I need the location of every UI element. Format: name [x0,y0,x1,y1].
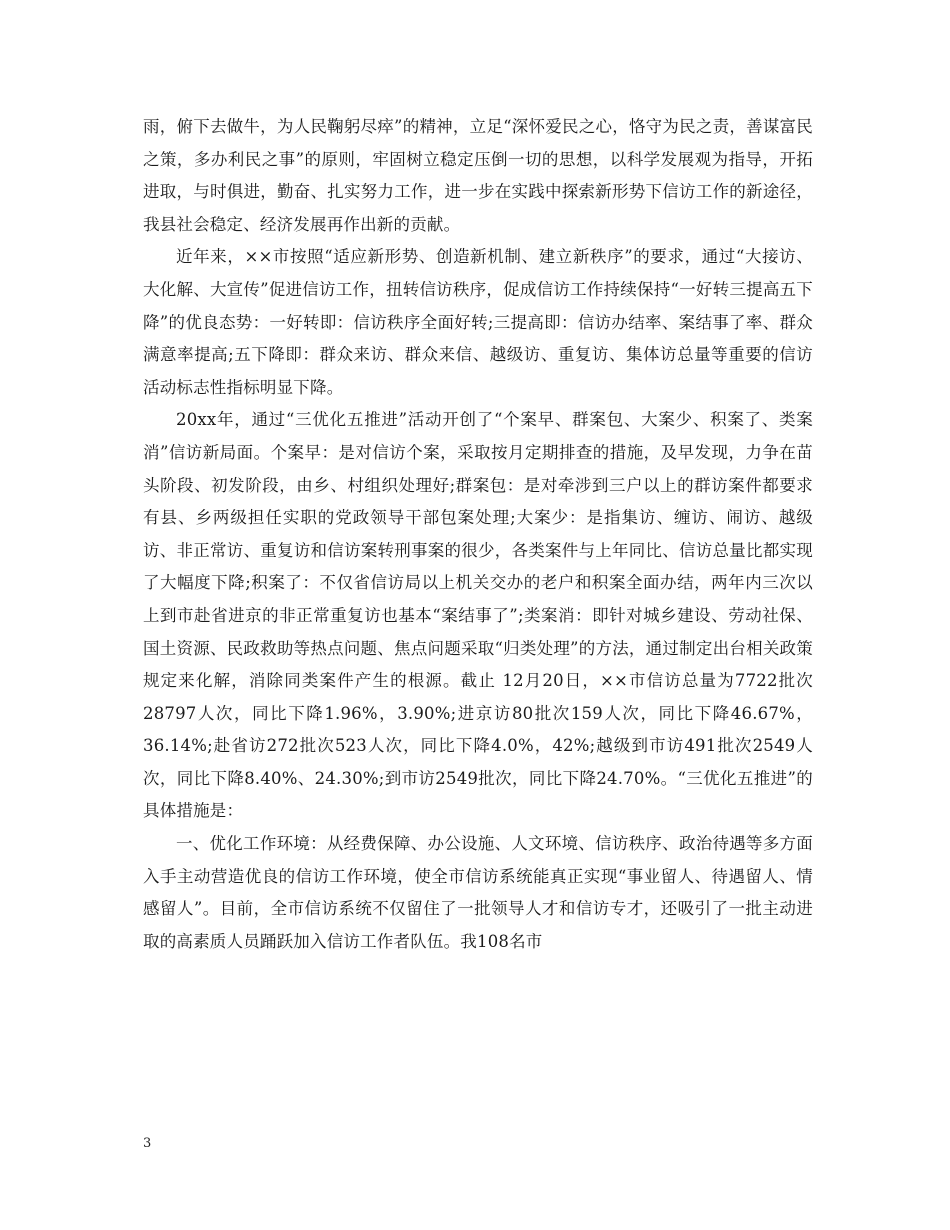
paragraph-20xx-results: 20xx年，通过“三优化五推进”活动开创了“个案早、群案包、大案少、积案了、类案消”信访新局面。个案早：是对信访个案，采取按月定期排查的措施，及早发现，力争在苗头阶段、初发阶段，由乡、村组织处理好;群案包：是对牵涉到三户以上的群访案件都要求有县、乡两级担任实职的党政领导干部包案处理;大案少：是指集访、缠访、闹访、越级访、非正常访、重复访和信访案转刑事案的很少，各类案件与上年同比、信访总量比都实现了大幅度下降;积案了：不仅省信访局以上机关交办的老户和积案全面办结，两年内三次以上到市赴省进京的非正常重复访也基本“案结事了”;类案消：即针对城乡建设、劳动社保、国土资源、民政救助等热点问题、焦点问题采取“归类处理”的方法，通过制定出台相关政策规定来化解，消除同类案件产生的根源。截止 12月20日，××市信访总量为7722批次28797人次，同比下降1.96%，3.90%;进京访80批次159人次，同比下降46.67%，36.14%;赴省访272批次523人次，同比下降4.0%，42%;越级到市访491批次2549人次，同比下降8.40%、24.30%;到市访2549批次，同比下降24.70%。“三优化五推进”的具体措施是： [143,410,813,821]
paragraph-optimize-environment: 一、优化工作环境：从经费保障、办公设施、人文环境、信访秩序、政治待遇等多方面入手主动营造优良的信访工作环境，使全市信访系统能真正实现“事业留人、待遇留人、情感留人”。目前，全市信访系统不仅留住了一批领导人才和信访专才，还吸引了一批主动进取的高素质人员踊跃加入信访工作者队伍。我108名市 [143,834,813,951]
paragraph-recent-years: 近年来，××市按照“适应新形势、创造新机制、建立新秩序”的要求，通过“大接访、大化解、大宣传”促进信访工作，扭转信访秩序，促成信访工作持续保持“一好转三提高五下降”的优良态势：一好转即：信访秩序全面好转;三提高即：信访办结率、案结事了率、群众满意率提高;五下降即：群众来访、群众来信、越级访、重复访、集体访总量等重要的信访活动标志性指标明显下降。 [143,247,813,397]
document-body [143,111,813,958]
paragraph-opening-continuation: 雨，俯下去做牛，为人民鞠躬尽瘁”的精神，立足“深怀爱民之心，恪守为民之责，善谋富民之策，多办利民之事”的原则，牢固树立稳定压倒一切的思想，以科学发展观为指导，开拓进取，与时俱进，勤奋、扎实努力工作，进一步在实践中探索新形势下信访工作的新途径，我县社会稳定、经济发展再作出新的贡献。 [143,117,813,234]
page-number: 3 [143,1136,152,1151]
